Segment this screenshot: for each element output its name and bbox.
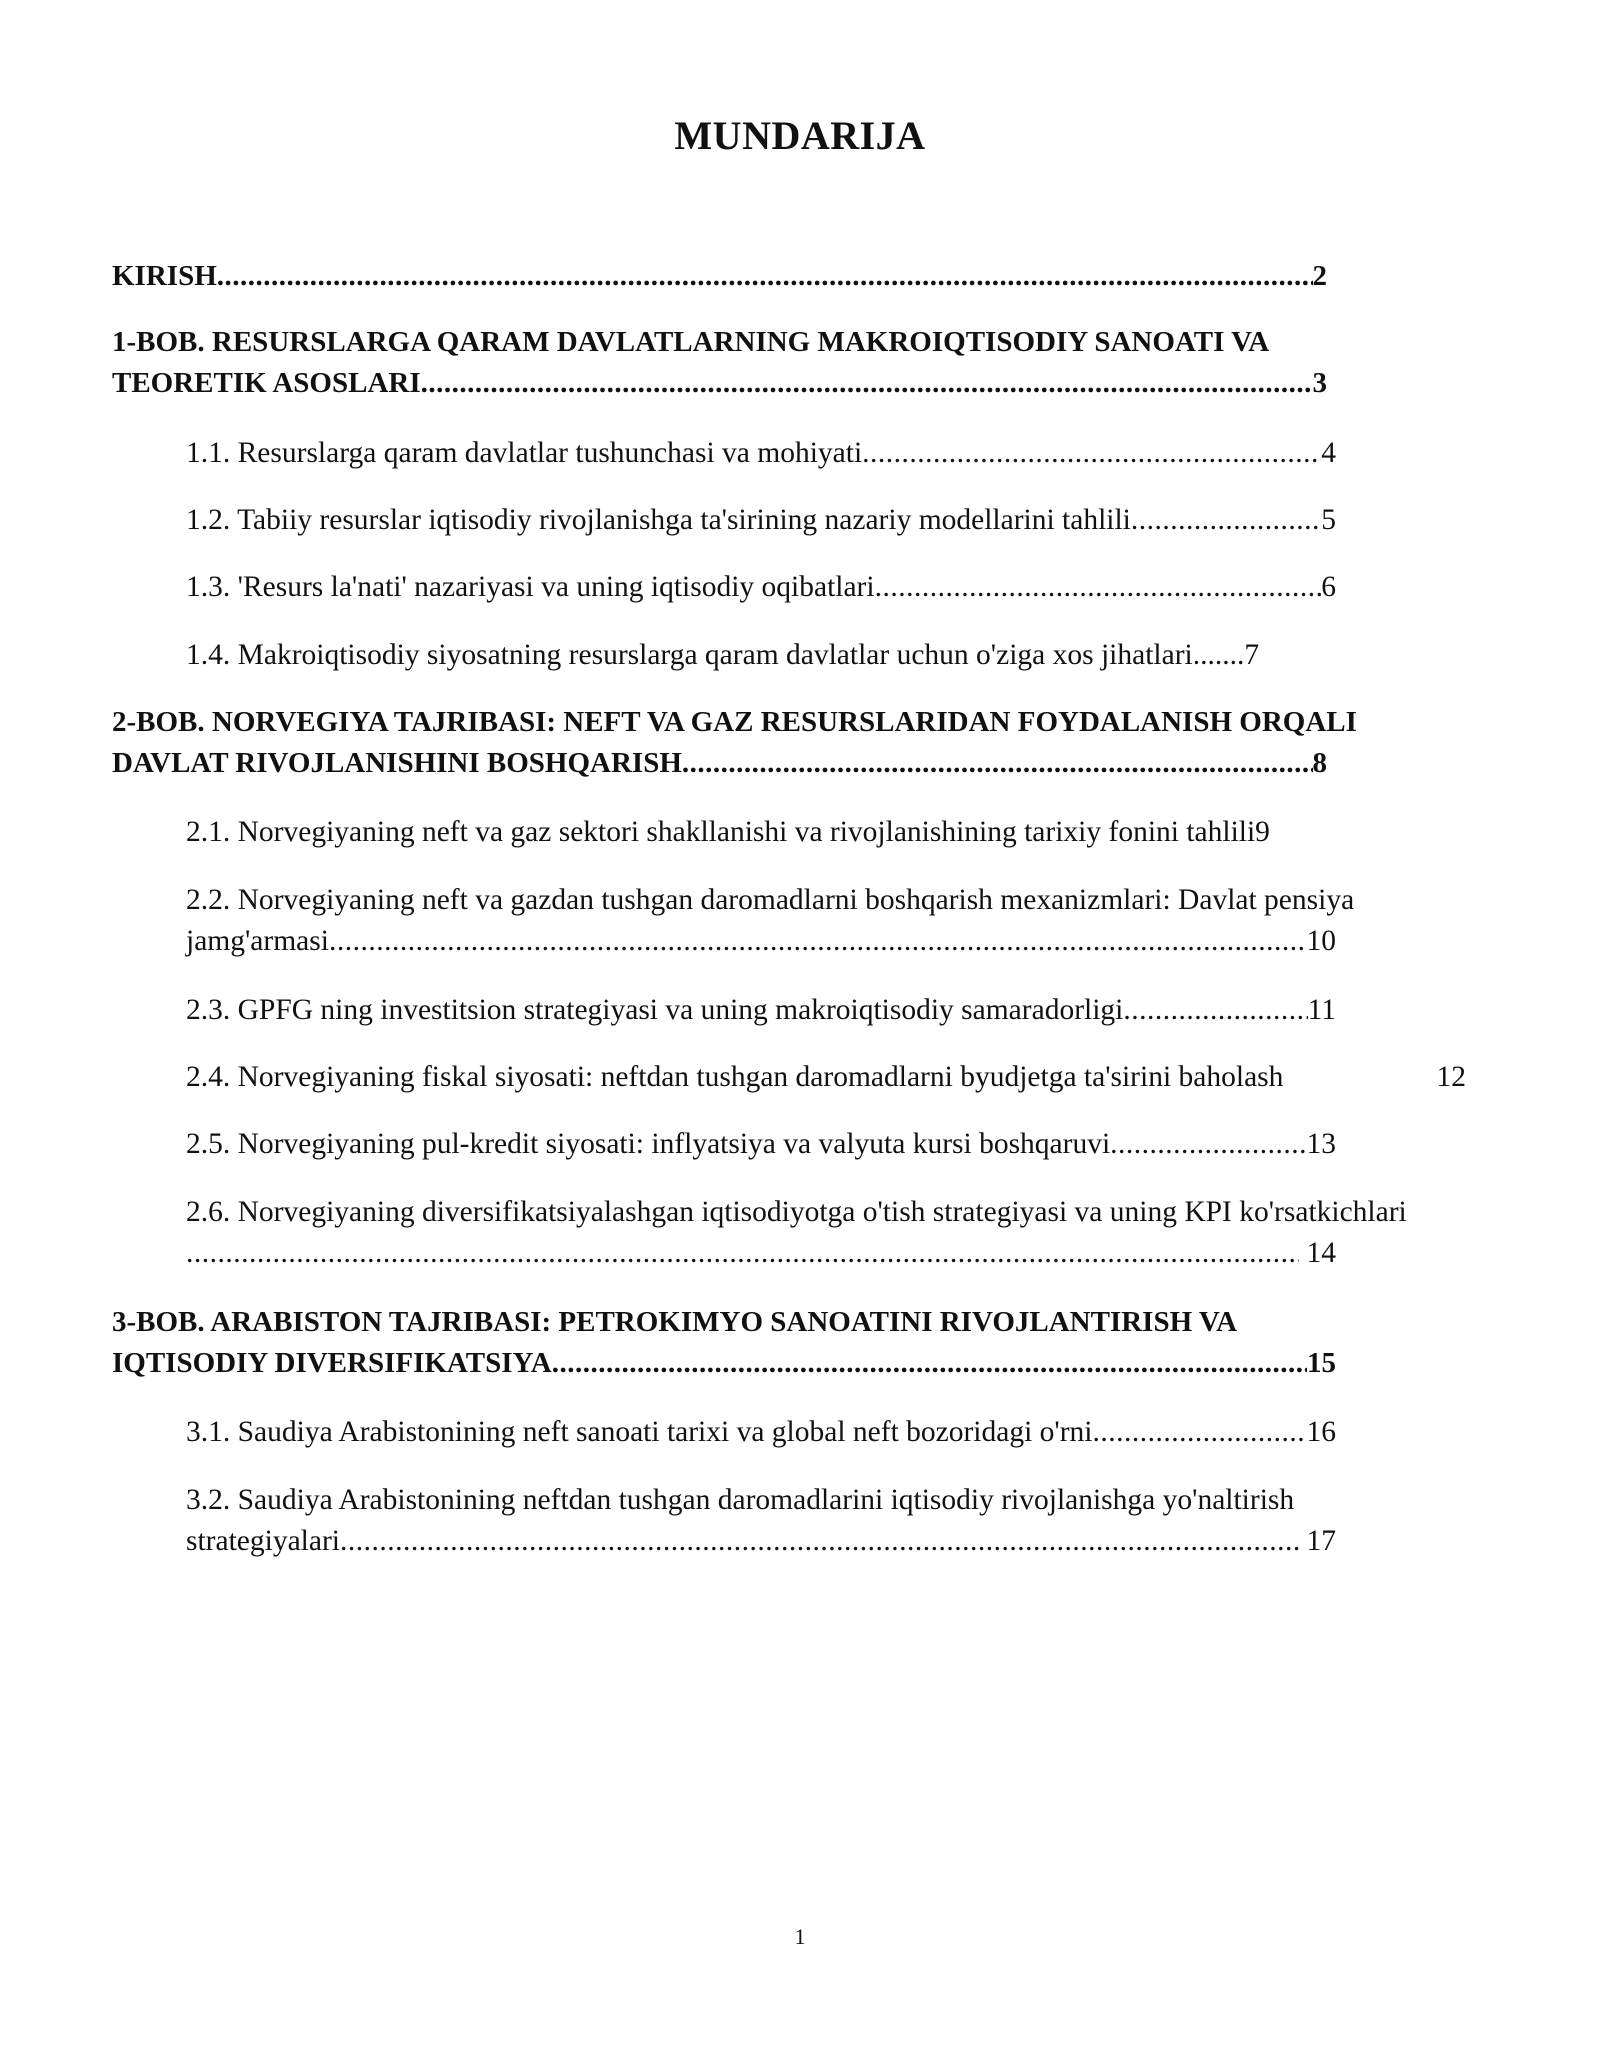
toc-page-number: 10 (1306, 925, 1336, 957)
toc-entry-section-2-1[interactable] (186, 812, 1336, 853)
toc-entry-section-3-1[interactable] (186, 1412, 1336, 1453)
toc-entry-title: 2.4. Norvegiyaning fiskal siyosati: neftdan tushgan daromadlarni byudjetga ta'sirini baholash (186, 1061, 1284, 1093)
toc-entry-title-line2: TEORETIK ASOSLARI (112, 367, 421, 399)
toc-page-number: 11 (1307, 994, 1336, 1026)
toc-page-number: 6 (1321, 571, 1336, 603)
toc-page-number: 13 (1306, 1128, 1336, 1160)
toc-entry-title-line1: 2-BOB. NORVEGIYA TAJRIBASI: NEFT VA GAZ RESURSLARIDAN FOYDALANISH ORQALI (112, 706, 1357, 738)
toc-page-number: 2 (1312, 260, 1327, 292)
toc-entry-chapter-1[interactable] (112, 322, 1327, 404)
toc-entry-section-2-6[interactable] (186, 1192, 1486, 1274)
page-title: MUNDARIJA (674, 113, 926, 158)
toc-entry-title: 2.3. GPFG ning investitsion strategiyasi va uning makroiqtisodiy samaradorligi (186, 994, 1124, 1026)
dot-leader (1093, 1412, 1307, 1453)
toc-entry-title-line1: 3.2. Saudiya Arabistonining neftdan tushgan daromadlarini iqtisodiy rivojlanishga yo'naltirish (186, 1484, 1295, 1516)
dot-leader (340, 1521, 1301, 1562)
toc-entry-kirish[interactable] (112, 256, 1327, 297)
dot-leader (329, 921, 1307, 962)
toc-entry-title-line1: 2.2. Norvegiyaning neft va gazdan tushgan daromadlarni boshqarish mexanizmlari: Davlat pensiya (186, 884, 1355, 916)
toc-entry-section-2-3[interactable] (186, 990, 1336, 1031)
toc-page-number: 14 (1306, 1237, 1336, 1269)
toc-page-number: 8 (1312, 747, 1327, 779)
toc-entry-section-1-4[interactable] (186, 635, 1336, 676)
toc-page-number: 4 (1321, 437, 1336, 469)
dot-leader (1110, 1124, 1306, 1165)
toc-entry-title-line1: 2.6. Norvegiyaning diversifikatsiyalashgan iqtisodiyotga o'tish strategiyasi va uning KPI ko'rsatkichlari (186, 1196, 1407, 1228)
toc-page-number: 16 (1306, 1416, 1336, 1448)
toc-entry-title: 1.2. Tabiiy resurslar iqtisodiy rivojlanishga ta'sirining nazariy modellarini tahlili (186, 504, 1131, 536)
toc-entry-title: 3.1. Saudiya Arabistonining neft sanoati tarixi va global neft bozoridagi o'rni (186, 1416, 1093, 1448)
toc-page-number: 3 (1312, 367, 1327, 399)
dot-leader (1123, 990, 1307, 1031)
toc-entry-chapter-3[interactable] (112, 1302, 1447, 1384)
toc-page-number: 12 (1436, 1061, 1466, 1093)
dot-leader (552, 1343, 1307, 1384)
toc-entry-section-3-2[interactable] (186, 1480, 1336, 1562)
toc-entry-title: 2.5. Norvegiyaning pul-kredit siyosati: inflyatsiya va valyuta kursi boshqaruvi (186, 1128, 1111, 1160)
toc-page-number: 17 (1306, 1525, 1336, 1557)
dot-leader (682, 743, 1313, 784)
dot-leader (186, 1233, 1299, 1274)
dot-leader (862, 433, 1321, 474)
toc-entry-section-2-4[interactable] (186, 1057, 1466, 1098)
toc-entry-title: 2.1. Norvegiyaning neft va gaz sektori shakllanishi va rivojlanishining tarixiy fonini tahlili (186, 816, 1256, 848)
toc-entry-title-line2: jamg'armasi (186, 925, 329, 957)
dot-leader (217, 256, 1313, 297)
toc-entry-title: 1.4. Makroiqtisodiy siyosatning resurslarga qaram davlatlar uchun o'ziga xos jihatlari (186, 639, 1193, 671)
dot-leader-text: ....... (1192, 639, 1245, 671)
toc-page-number: 5 (1321, 504, 1336, 536)
dot-leader (1131, 500, 1321, 541)
toc-entry-title: 1.3. 'Resurs la'nati' nazariyasi va uning iqtisodiy oqibatlari (186, 571, 875, 603)
toc-page-number: 15 (1307, 1347, 1336, 1379)
toc-entry-chapter-2[interactable] (112, 702, 1357, 784)
toc-entry-section-1-2[interactable] (186, 500, 1336, 541)
toc-entry-title: 1.1. Resurslarga qaram davlatlar tushunchasi va mohiyati (186, 437, 863, 469)
toc-page-number: 7 (1244, 639, 1260, 671)
toc-entry-title-line2: IQTISODIY DIVERSIFIKATSIYA (112, 1347, 552, 1379)
toc-entry-title-line2: strategiyalari (186, 1525, 340, 1557)
toc-page-number: 9 (1255, 816, 1270, 848)
toc-entry-section-2-2[interactable] (186, 880, 1355, 962)
toc-entry-section-1-1[interactable] (186, 433, 1336, 474)
toc-entry-section-2-5[interactable] (186, 1124, 1336, 1165)
toc-entry-title: KIRISH (112, 260, 217, 292)
toc-entry-title-line2: DAVLAT RIVOJLANISHINI BOSHQARISH (112, 747, 682, 779)
toc-entry-title-line1: 3-BOB. ARABISTON TAJRIBASI: PETROKIMYO SANOATINI RIVOJLANTIRISH VA (112, 1306, 1238, 1338)
toc-entry-section-1-3[interactable] (186, 567, 1336, 608)
dot-leader (421, 363, 1313, 404)
footer-page-number: 1 (794, 1924, 806, 1949)
dot-leader (875, 567, 1322, 608)
toc-entry-title-line1: 1-BOB. RESURSLARGA QARAM DAVLATLARNING MAKROIQTISODIY SANOATI VA (112, 326, 1270, 358)
